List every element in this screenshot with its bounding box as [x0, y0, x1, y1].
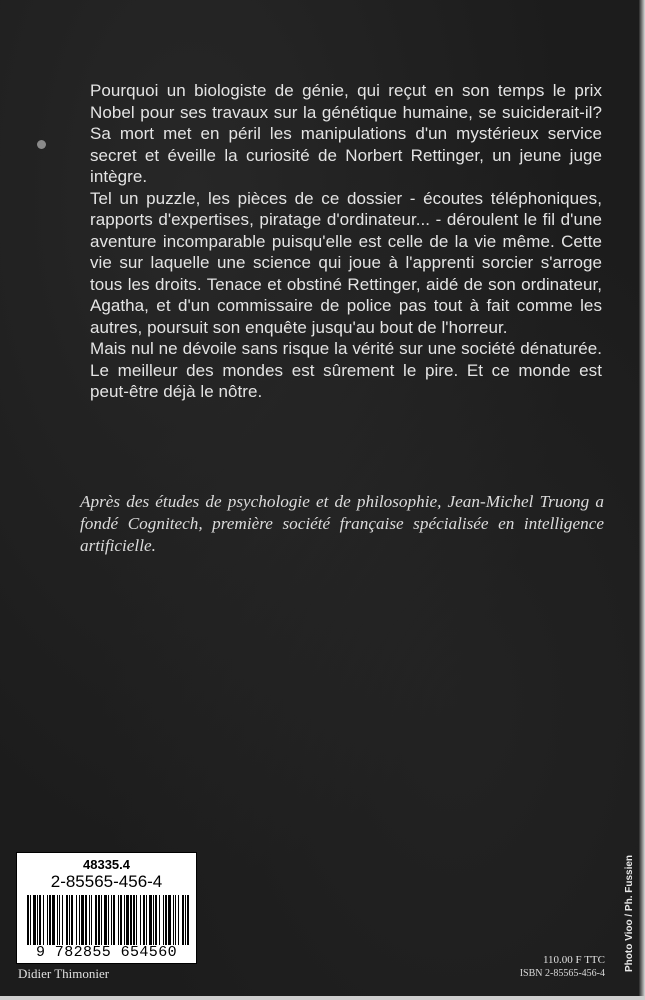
blurb-paragraph-2: Tel un puzzle, les pièces de ce dossier - écoutes téléphoniques, rapports d'expertises, piratage d'ordinateur... - déroulent le fil d'une aventure incomparable puisqu'elle est celle de la vie même. Cette vie sur laquelle une science qui joue à l'apprenti sorcier s'arroge tous les droits. Tenace et obstiné Rettinger, aidé de son ordinateur, Agatha, et d'un commissaire de police pas tout à fait comme les autres, poursuit son enquête jusqu'au bout de l'horreur. [90, 188, 602, 337]
barcode-label [16, 852, 197, 964]
author-bio: Après des études de psychologie et de philosophie, Jean-Michel Truong a fondé Cognitech, première société française spécialisée en intelligence artificielle. [80, 492, 604, 555]
punch-dot [37, 140, 46, 149]
barcode-isbn: 2-85565-456-4 [50, 872, 163, 891]
page-edge-right [639, 0, 645, 1000]
photo-credit: Photo Vioo / Ph. Fussien [624, 854, 635, 972]
page-edge-bottom [0, 996, 645, 1000]
blurb-text [90, 80, 602, 403]
cover-designer: Didier Thimonier [18, 966, 110, 981]
barcode-digits: 9 782855 654560 [35, 944, 178, 961]
price: 110.00 F TTC [542, 954, 605, 966]
barcode-code: 48335.4 [83, 857, 130, 872]
isbn-small: ISBN 2-85565-456-4 [519, 968, 605, 979]
blurb-paragraph-1: Pourquoi un biologiste de génie, qui reçut en son temps le prix Nobel pour ses travaux sur la génétique humaine, se suiciderait-il? Sa mort met en péril les manipulations d'un mystérieux service secret et éveille la curiosité de Norbert Rettinger, un jeune juge intègre. [90, 81, 602, 186]
blurb-paragraph-3: Mais nul ne dévoile sans risque la vérité sur une société dénaturée. Le meilleur des mondes est sûrement le pire. Et ce monde est peut-être déjà le nôtre. [90, 339, 602, 401]
barcode-bars [27, 895, 189, 945]
